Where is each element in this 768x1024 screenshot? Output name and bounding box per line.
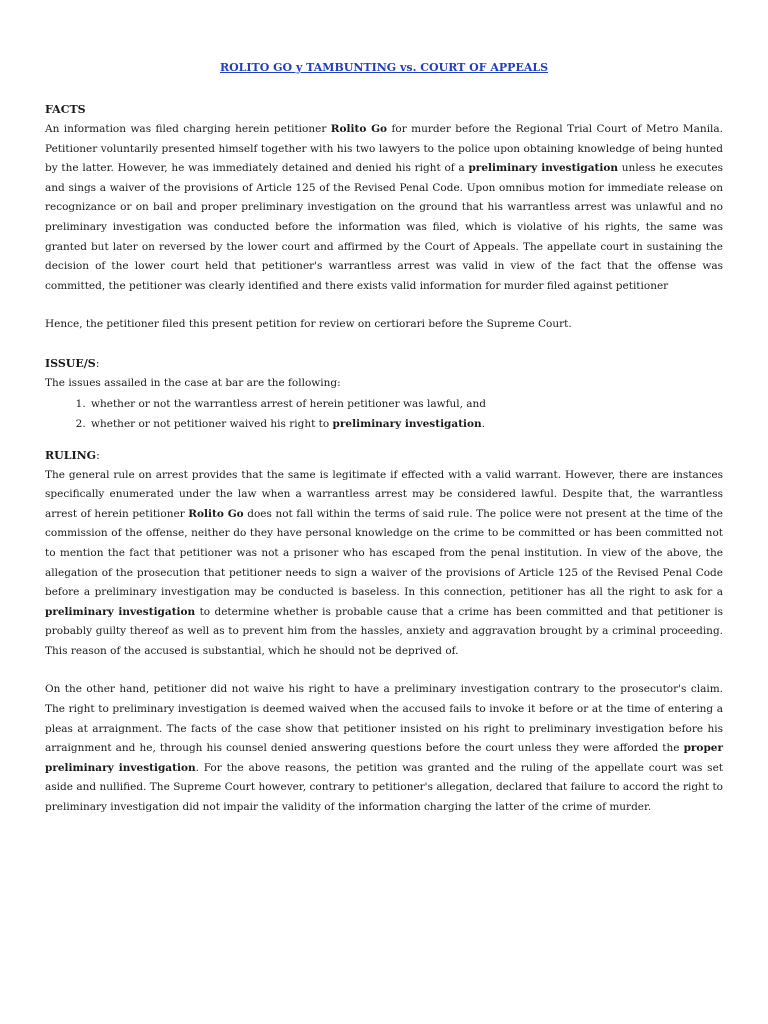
issues-list	[45, 394, 723, 434]
ruling-heading-text: RULING	[45, 448, 97, 462]
text-run: .	[481, 417, 486, 430]
text-run: . For the above reasons, the petition was granted and the ruling of the appellate court was set aside and nullified. The Supreme Court however, contrary to petitioner's allegation, declared that failure to accord the right to preliminary investigation did not impair the validity of the information charging the latter of the crime of murder.	[45, 761, 723, 814]
bold-text-run: proper preliminary investigation	[45, 742, 723, 774]
bold-text-run: preliminary investigation	[332, 417, 482, 430]
bold-text-run: preliminary investigation	[468, 162, 619, 175]
issues-intro: The issues assailed in the case at bar are the following:	[45, 376, 341, 389]
issues-heading-text: ISSUE/S	[45, 356, 96, 370]
bold-text-run: Rolito Go	[188, 507, 244, 520]
text-run: for murder before the Regional Trial Court of Metro Manila. Petitioner voluntarily presented himself together with his two lawyers to the police upon obtaining knowledge of being hunted by the latter. However, he was immediately detained and denied his right of a	[45, 123, 724, 175]
text-run: The general rule on arrest provides that the same is legitimate if effected with a valid warrant. However, there are instances specifically enumerated under the law when a warrantless arrest may be considered lawful. Despite that, the warrantless arrest of herein petitioner	[45, 468, 723, 520]
ruling-paragraph-1	[45, 466, 723, 662]
facts-paragraph-1	[45, 120, 723, 296]
facts-paragraph-2: Hence, the petitioner filed this present petition for review on certiorari before the Supreme Court.	[45, 318, 572, 331]
text-run: unless he executes and sings a waiver of the provisions of Article 125 of the Revised Penal Code. Upon omnibus motion for immediate release on recognizance or on bail and proper preliminary investigation on the ground that his warrantless arrest was unlawful and no preliminary investigation was conducted before the information was filed, which is violative of his rights, the same was granted but later on reversed by the lower court and affirmed by the Court of Appeals. The appellate court in sustaining the decision of the lower court held that petitioner's warrantless arrest was valid in view of the fact that the offense was committed, the petitioner was clearly identified and there exists valid information for murder filed against petitioner	[45, 162, 723, 292]
issue-item	[89, 414, 723, 434]
issue-item	[89, 394, 723, 414]
text-run: to determine whether is probable cause that a crime has been committed and that petitioner is probably guilty thereof as well as to prevent him from the hassles, anxiety and aggravation brought by a criminal proceeding. This reason of the accused is substantial, which he should not be deprived of.	[45, 605, 723, 657]
bold-text-run: Rolito Go	[330, 123, 388, 135]
issue-text: whether or not the warrantless arrest of herein petitioner was lawful, and	[91, 397, 487, 410]
issue-text: whether or not petitioner waived his right to	[91, 417, 333, 430]
issues-heading	[45, 354, 723, 374]
bold-text-run: preliminary investigation	[45, 605, 196, 618]
text-run: An information was filed charging herein petitioner	[45, 123, 331, 135]
case-title: ROLITO GO y TAMBUNTING vs. COURT OF APPEALS	[219, 61, 549, 74]
ruling-heading	[45, 446, 723, 466]
ruling-heading-colon: :	[96, 448, 100, 462]
issues-heading-colon: :	[95, 356, 100, 370]
text-run: does not fall within the terms of said rule. The police were not present at the time of the commission of the offense, neither do they have personal knowledge on the crime to be committed or has been committed not to mention the fact that petitioner was not a prisoner who has escaped from the penal institution. In view of the above, the allegation of the prosecution that petitioner needs to sign a waiver of the provisions of Article 125 of the Revised Penal Code before a preliminary investigation may be conducted is baseless. In this connection, petitioner has all the right to ask for a	[45, 507, 724, 599]
text-run: On the other hand, petitioner did not waive his right to have a preliminary investigation contrary to the prosecutor's claim. The right to preliminary investigation is deemed waived when the accused fails to invoke it before or at the time of entering a pleas at arraignment. The facts of the case show that petitioner insisted on his right to preliminary investigation before his arraignment and he, through his counsel denied answering questions before the court unless they were afforded the	[45, 683, 723, 755]
facts-heading: FACTS	[45, 103, 86, 116]
ruling-paragraph-2	[45, 680, 723, 817]
